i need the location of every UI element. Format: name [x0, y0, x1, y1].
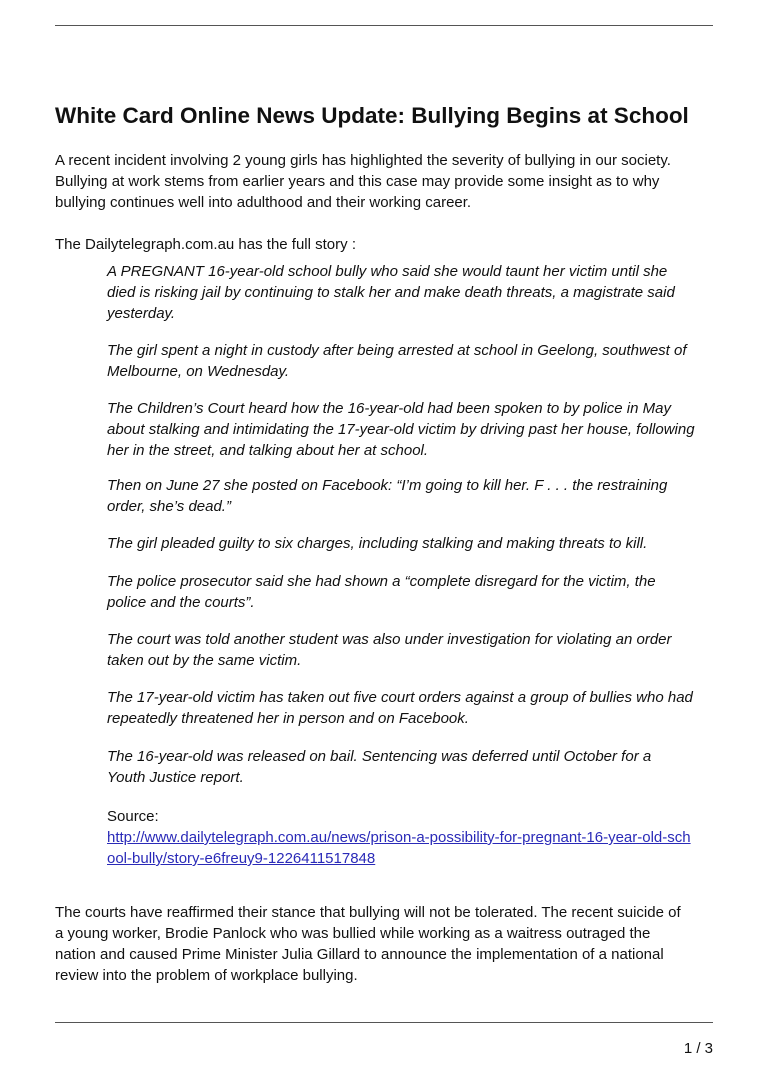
footer-rule: [55, 1022, 713, 1023]
quote-paragraph: [107, 533, 647, 554]
source-link[interactable]: [107, 827, 691, 869]
quote-paragraph: [107, 571, 656, 613]
text-line: a young worker, Brodie Panlock who was bullied while working as a waitress outraged the: [55, 925, 651, 942]
text-line: The 16-year-old was released on bail. Sentencing was deferred until October for a: [107, 748, 652, 765]
text-line: The Children’s Court heard how the 16-year-old had been spoken to by police in May: [107, 400, 671, 417]
text-line: Melbourne, on Wednesday.: [107, 363, 290, 380]
quote-paragraph: [107, 687, 693, 729]
text-line: her in the street, and talking about her at school.: [107, 442, 429, 459]
text-line: The girl spent a night in custody after being arrested at school in Geelong, southwest of: [107, 342, 687, 359]
text-line: The police prosecutor said she had shown a “complete disregard for the victim, the: [107, 573, 656, 590]
text-line: Then on June 27 she posted on Facebook: “I’m going to kill her. F . . . the restraining: [107, 477, 668, 494]
quote-paragraph: [107, 261, 675, 324]
source-link-line: ool-bully/story-e6freuy9-1226411517848: [107, 850, 376, 867]
source-block: [107, 806, 691, 869]
text-line: yesterday.: [107, 305, 176, 322]
quote-paragraph: [107, 746, 651, 788]
text-line: died is risking jail by continuing to stalk her and make death threats, a magistrate said: [107, 284, 675, 301]
quote-paragraph: [107, 629, 672, 671]
text-line: review into the problem of workplace bullying.: [55, 967, 358, 984]
text-line: A recent incident involving 2 young girls has highlighted the severity of bullying in our society.: [55, 152, 671, 169]
text-line: repeatedly threatened her in person and on Facebook.: [107, 710, 469, 727]
quote-paragraph: [107, 475, 667, 517]
text-line: about stalking and intimidating the 17-year-old victim by driving past her house, following: [107, 421, 695, 438]
text-line: The Dailytelegraph.com.au has the full story :: [55, 236, 356, 253]
text-line: Youth Justice report.: [107, 769, 244, 786]
closing-paragraph: [55, 902, 681, 986]
text-line: The 17-year-old victim has taken out five court orders against a group of bullies who had: [107, 689, 693, 706]
text-line: Bullying at work stems from earlier years and this case may provide some insight as to why: [55, 173, 660, 190]
page-number: 1 / 3: [683, 1040, 713, 1057]
page-title: White Card Online News Update: Bullying Begins at School: [55, 103, 689, 128]
source-label: Source:: [107, 808, 159, 825]
text-line: police and the courts”.: [107, 594, 255, 611]
text-line: bullying continues well into adulthood and their working career.: [55, 194, 472, 211]
text-line: The court was told another student was also under investigation for violating an order: [107, 631, 672, 648]
header-rule: [55, 25, 713, 26]
text-line: order, she’s dead.”: [107, 498, 231, 515]
quote-paragraph: [107, 340, 687, 382]
text-line: The courts have reaffirmed their stance that bullying will not be tolerated. The recent suicide of: [55, 904, 681, 921]
quote-paragraph: [107, 398, 695, 461]
source-link-line: http://www.dailytelegraph.com.au/news/prison-a-possibility-for-pregnant-16-year-old-sch: [107, 829, 691, 846]
lead-paragraph: [55, 234, 356, 255]
intro-paragraph: [55, 150, 671, 213]
text-line: A PREGNANT 16-year-old school bully who said she would taunt her victim until she: [107, 263, 668, 280]
text-line: taken out by the same victim.: [107, 652, 302, 669]
text-line: The girl pleaded guilty to six charges, including stalking and making threats to kill.: [107, 535, 648, 552]
text-line: nation and caused Prime Minister Julia Gillard to announce the implementation of a national: [55, 946, 664, 963]
